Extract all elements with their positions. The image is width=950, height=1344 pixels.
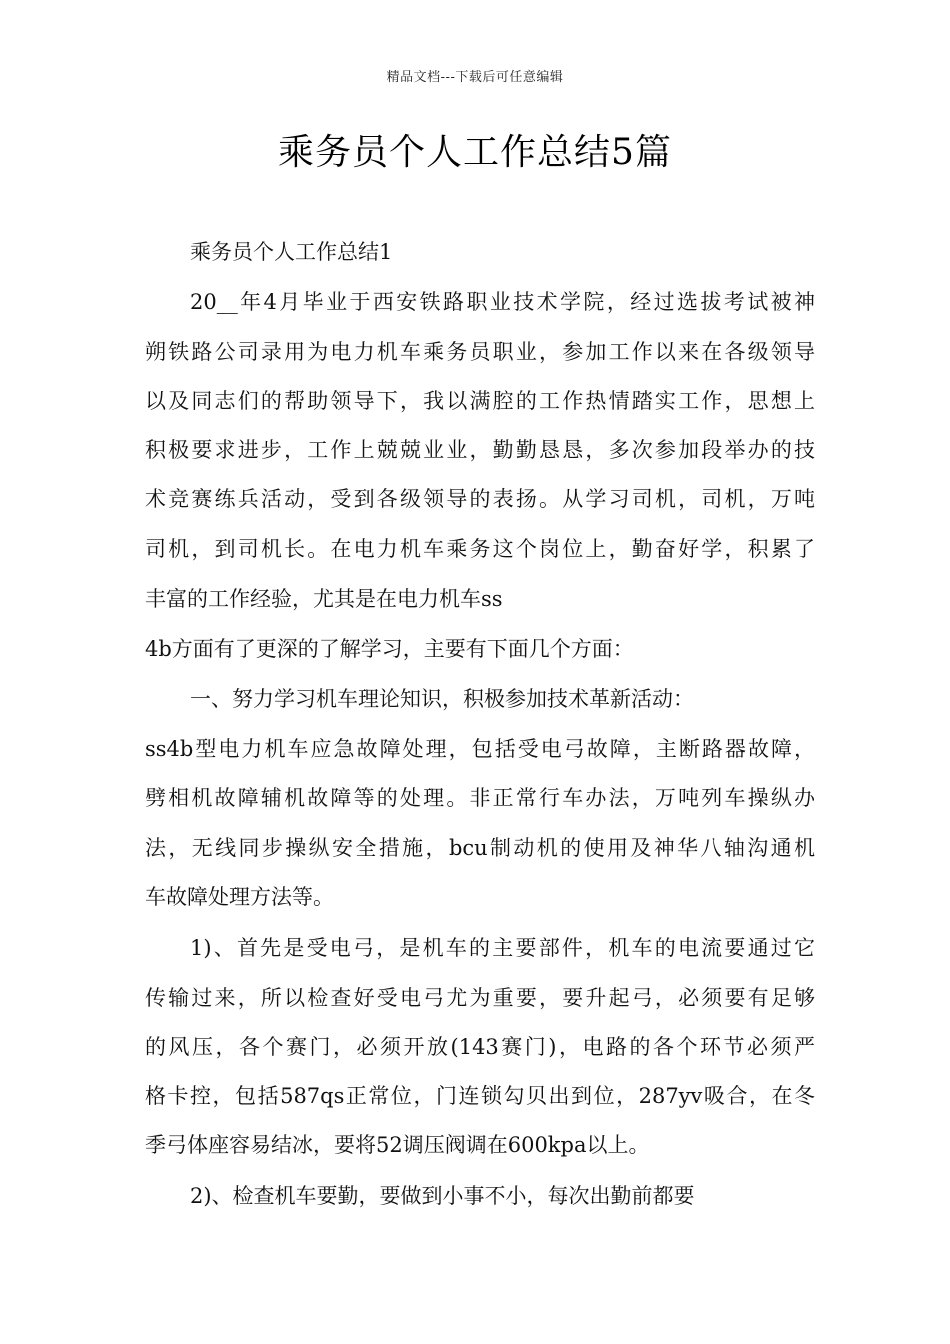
paragraph-line: 丰富的工作经验，尤其是在电力机车ss <box>145 587 503 611</box>
paragraph-line: 法，无线同步操纵安全措施，bcu制动机的使用及神华八轴沟通机 <box>145 836 815 860</box>
paragraph-line: 以及同志们的帮助领导下，我以满腔的工作热情踏实工作，思想上 <box>145 389 815 413</box>
paragraph-line: ss4b型电力机车应急故障处理，包括受电弓故障，主断路器故障， <box>145 737 815 761</box>
paragraph-line: 劈相机故障辅机故障等的处理。非正常行车办法，万吨列车操纵办 <box>145 786 815 810</box>
subsection-heading: 一、努力学习机车理论知识，积极参加技术革新活动： <box>190 687 694 711</box>
header-note: 精品文档---下载后可任意编辑 <box>386 70 564 85</box>
paragraph-line: 1)、首先是受电弓，是机车的主要部件，机车的电流要通过它 <box>190 936 815 960</box>
paragraph-line: 格卡控，包括587qs正常位，门连锁勾贝出到位，287yv吸合，在冬 <box>145 1084 815 1108</box>
paragraph-line: 术竞赛练兵活动，受到各级领导的表扬。从学习司机，司机，万吨 <box>145 487 815 511</box>
paragraph-line: 20__年4月毕业于西安铁路职业技术学院，经过选拔考试被神 <box>190 290 815 314</box>
paragraph-line: 2)、检查机车要勤，要做到小事不小，每次出勤前都要 <box>190 1184 695 1208</box>
paragraph-line: 司机，到司机长。在电力机车乘务这个岗位上，勤奋好学，积累了 <box>145 537 815 561</box>
paragraph-line: 车故障处理方法等。 <box>145 885 334 909</box>
paragraph-line: 的风压，各个赛门，必须开放(143赛门)，电路的各个环节必须严 <box>145 1035 815 1059</box>
paragraph-line: 朔铁路公司录用为电力机车乘务员职业，参加工作以来在各级领导 <box>145 340 815 364</box>
paragraph-line: 季弓体座容易结冰，要将52调压阀调在600kpa以上。 <box>145 1133 650 1157</box>
document-title: 乘务员个人工作总结5篇 <box>278 132 672 173</box>
paragraph-line: 积极要求进步，工作上兢兢业业，勤勤恳恳，多次参加段举办的技 <box>145 438 815 462</box>
section-heading: 乘务员个人工作总结1 <box>190 240 393 264</box>
paragraph-line: 传输过来，所以检查好受电弓尤为重要，要升起弓，必须要有足够 <box>145 986 815 1010</box>
paragraph-line: 4b方面有了更深的了解学习，主要有下面几个方面： <box>145 637 634 661</box>
